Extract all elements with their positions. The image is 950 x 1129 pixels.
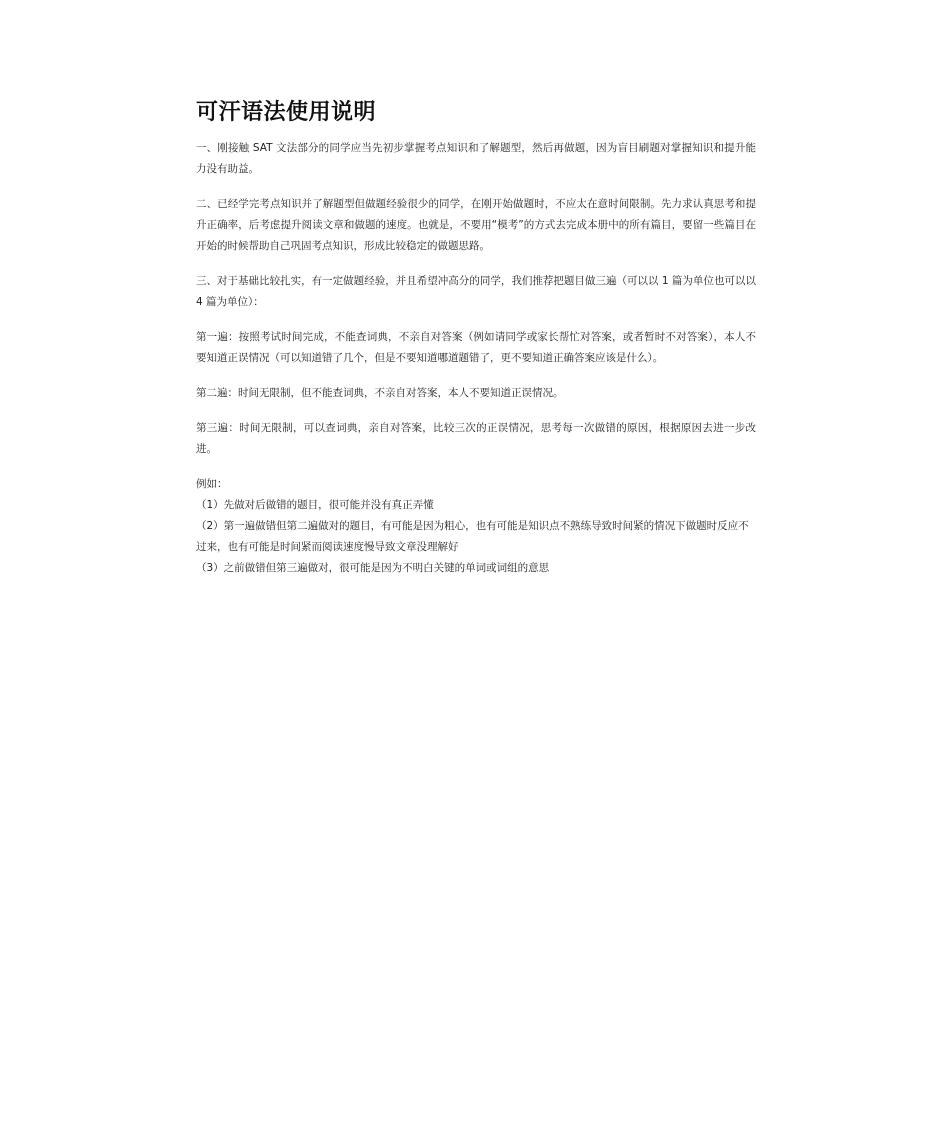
paragraph-pass-2: 第二遍：时间无限制，但不能查词典，不亲自对答案，本人不要知道正误情况。 xyxy=(196,387,564,399)
example-item-2: （2）第一遍做错但第二遍做对的题目，有可能是因为粗心，也有可能是知识点不熟练导致时间紧的情况下做题时反应不过来，也有可能是时间紧而阅读速度慢导致文章没理解好 xyxy=(196,520,749,553)
examples-heading: 例如： xyxy=(196,478,228,490)
document-page xyxy=(196,96,756,579)
page-title: 可汗语法使用说明 xyxy=(196,99,377,125)
paragraph-1: 一、刚接触 SAT 文法部分的同学应当先初步掌握考点知识和了解题型，然后再做题，因为盲目刷题对掌握知识和提升能力没有助益。 xyxy=(196,142,756,175)
paragraph-pass-3: 第三遍：时间无限制，可以查词典，亲自对答案，比较三次的正误情况，思考每一次做错的原因，根据原因去进一步改进。 xyxy=(196,422,756,455)
paragraph-3: 三、对于基础比较扎实，有一定做题经验，并且希望冲高分的同学，我们推荐把题目做三遍（可以以 1 篇为单位也可以以 4 篇为单位）： xyxy=(196,275,756,308)
paragraph-2: 二、已经学完考点知识并了解题型但做题经验很少的同学，在刚开始做题时，不应太在意时间限制。先力求认真思考和提升正确率，后考虑提升阅读文章和做题的速度。也就是，不要用“模考”的方式去完成本册中的所有篇目，要留一些篇目在开始的时候帮助自己巩固考点知识，形成比较稳定的做题思路。 xyxy=(196,198,756,252)
paragraph-pass-1: 第一遍：按照考试时间完成，不能查词典，不亲自对答案（例如请同学或家长帮忙对答案，或者暂时不对答案），本人不要知道正误情况（可以知道错了几个，但是不要知道哪道题错了，更不要知道正确答案应该是什么）。 xyxy=(196,331,756,364)
examples-block xyxy=(196,474,756,579)
example-item-1: （1）先做对后做错的题目，很可能并没有真正弄懂 xyxy=(196,499,434,511)
example-item-3: （3）之前做错但第三遍做对，很可能是因为不明白关键的单词或词组的意思 xyxy=(196,562,550,574)
